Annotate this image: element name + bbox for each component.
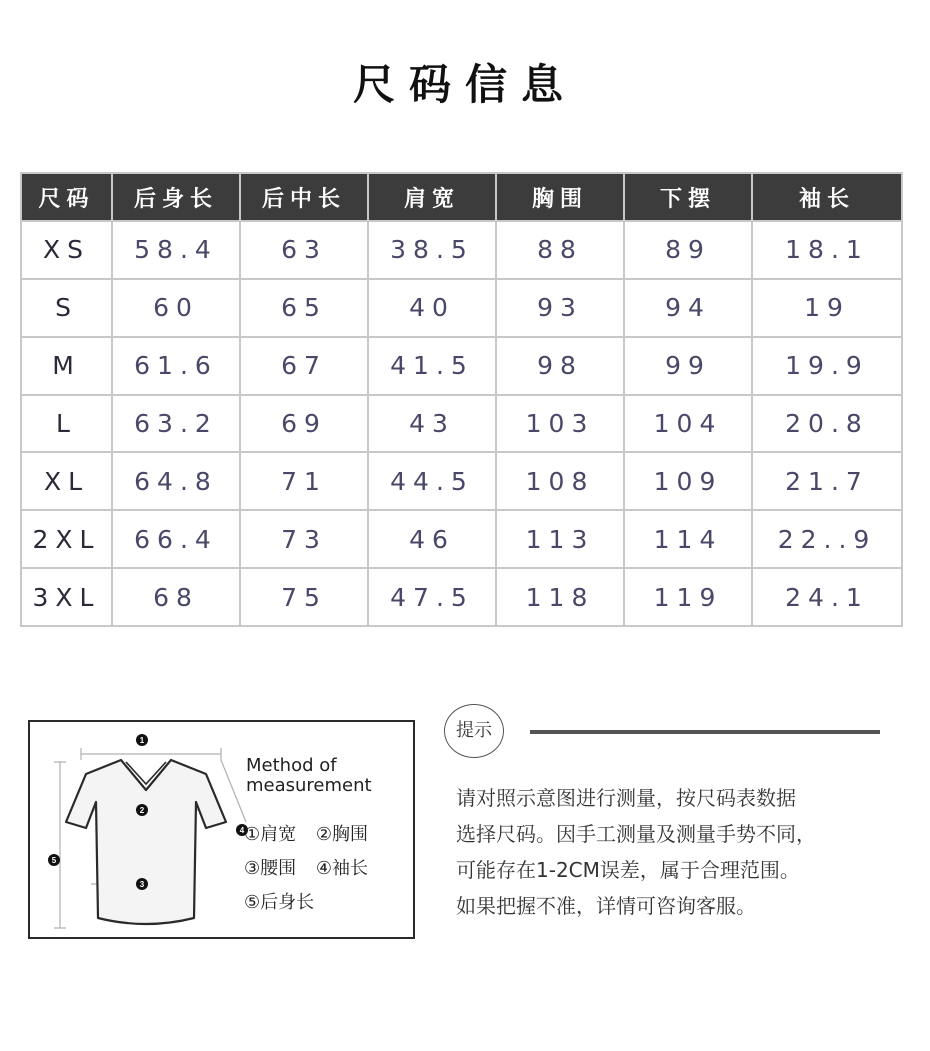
legend-label: 腰围: [260, 858, 297, 879]
size-cell: M: [21, 337, 112, 395]
table-cell: 58.4: [112, 221, 240, 279]
method-line-1: Method of: [246, 755, 337, 776]
table-cell: 93: [496, 279, 624, 337]
table-cell: 63: [240, 221, 368, 279]
header-sleeve: 袖长: [752, 173, 902, 221]
page-title: 尺码信息: [352, 60, 577, 109]
table-cell: 22..9: [752, 510, 902, 568]
legend-label: 后身长: [260, 892, 315, 913]
size-table: [20, 172, 903, 627]
legend-row: [244, 854, 382, 888]
legend-number: ②: [315, 824, 333, 845]
table-cell: 73: [240, 510, 368, 568]
legend-item-shoulder: [244, 820, 296, 846]
size-cell: XL: [21, 452, 112, 510]
legend-item-back-length: [244, 888, 314, 914]
table-cell: 21.7: [752, 452, 902, 510]
table-row: [21, 452, 902, 510]
table-cell: 69: [240, 395, 368, 453]
table-cell: 24.1: [752, 568, 902, 626]
table-cell: 88: [496, 221, 624, 279]
legend-item-chest: [316, 820, 368, 846]
table-row: [21, 337, 902, 395]
method-line-2: measurement: [246, 775, 372, 796]
table-cell: 108: [496, 452, 624, 510]
table-row: [21, 221, 902, 279]
header-shoulder: 肩宽: [368, 173, 496, 221]
size-cell: 3XL: [21, 568, 112, 626]
table-cell: 66.4: [112, 510, 240, 568]
table-cell: 40: [368, 279, 496, 337]
legend-item-waist: [244, 854, 296, 880]
table-cell: 41.5: [368, 337, 496, 395]
size-cell: L: [21, 395, 112, 453]
table-row: [21, 510, 902, 568]
table-cell: 89: [624, 221, 752, 279]
header-size: 尺码: [21, 173, 112, 221]
marker-3-label: 3: [139, 880, 145, 889]
tip-line: 可能存在1-2CM误差，属于合理范围。: [456, 858, 800, 882]
header-chest: 胸围: [496, 173, 624, 221]
table-cell: 19: [752, 279, 902, 337]
size-cell: XS: [21, 221, 112, 279]
table-cell: 68: [112, 568, 240, 626]
marker-5-label: 5: [51, 856, 57, 865]
table-cell: 71: [240, 452, 368, 510]
header-back-length: 后身长: [112, 173, 240, 221]
tip-paragraph: [456, 780, 916, 924]
legend-number: ⑤: [244, 892, 261, 913]
table-cell: 114: [624, 510, 752, 568]
legend-number: ①: [244, 824, 261, 845]
tip-line: 选择尺码。因手工测量及测量手势不同，: [456, 822, 816, 846]
table-cell: 103: [496, 395, 624, 453]
marker-2-label: 2: [139, 806, 145, 815]
tip-line: 如果把握不准，详情可咨询客服。: [456, 894, 756, 918]
table-cell: 18.1: [752, 221, 902, 279]
table-cell: 65: [240, 279, 368, 337]
table-row: [21, 279, 902, 337]
table-cell: 19.9: [752, 337, 902, 395]
tip-divider: [530, 730, 880, 734]
legend-label: 胸围: [332, 824, 369, 845]
table-header-row: [21, 173, 902, 221]
legend-row: [244, 820, 382, 854]
method-heading: [246, 756, 372, 796]
marker-1-label: 1: [139, 736, 145, 745]
table-cell: 20.8: [752, 395, 902, 453]
tip-badge: 提示: [444, 704, 504, 758]
table-cell: 44.5: [368, 452, 496, 510]
measurement-diagram: [28, 720, 415, 939]
legend-row: [244, 888, 382, 922]
table-cell: 75: [240, 568, 368, 626]
table-cell: 119: [624, 568, 752, 626]
legend-label: 袖长: [332, 858, 369, 879]
table-cell: 38.5: [368, 221, 496, 279]
legend-number: ③: [244, 858, 261, 879]
table-cell: 61.6: [112, 337, 240, 395]
table-cell: 99: [624, 337, 752, 395]
table-cell: 64.8: [112, 452, 240, 510]
marker-4-label: 4: [239, 826, 245, 835]
table-cell: 60: [112, 279, 240, 337]
legend-item-sleeve: [316, 854, 368, 880]
table-row: [21, 568, 902, 626]
table-cell: 113: [496, 510, 624, 568]
table-cell: 46: [368, 510, 496, 568]
table-cell: 109: [624, 452, 752, 510]
tshirt-illustration: [46, 732, 251, 932]
legend-label: 肩宽: [260, 824, 297, 845]
table-cell: 94: [624, 279, 752, 337]
tip-line: 请对照示意图进行测量，按尺码表数据: [456, 786, 796, 810]
table-cell: 43: [368, 395, 496, 453]
measurement-legend: [244, 820, 382, 922]
table-cell: 47.5: [368, 568, 496, 626]
table-cell: 98: [496, 337, 624, 395]
table-cell: 67: [240, 337, 368, 395]
size-cell: 2XL: [21, 510, 112, 568]
legend-number: ④: [315, 858, 333, 879]
table-row: [21, 395, 902, 453]
size-cell: S: [21, 279, 112, 337]
header-hem: 下摆: [624, 173, 752, 221]
table-cell: 118: [496, 568, 624, 626]
table-cell: 63.2: [112, 395, 240, 453]
table-cell: 104: [624, 395, 752, 453]
header-center-back-length: 后中长: [240, 173, 368, 221]
